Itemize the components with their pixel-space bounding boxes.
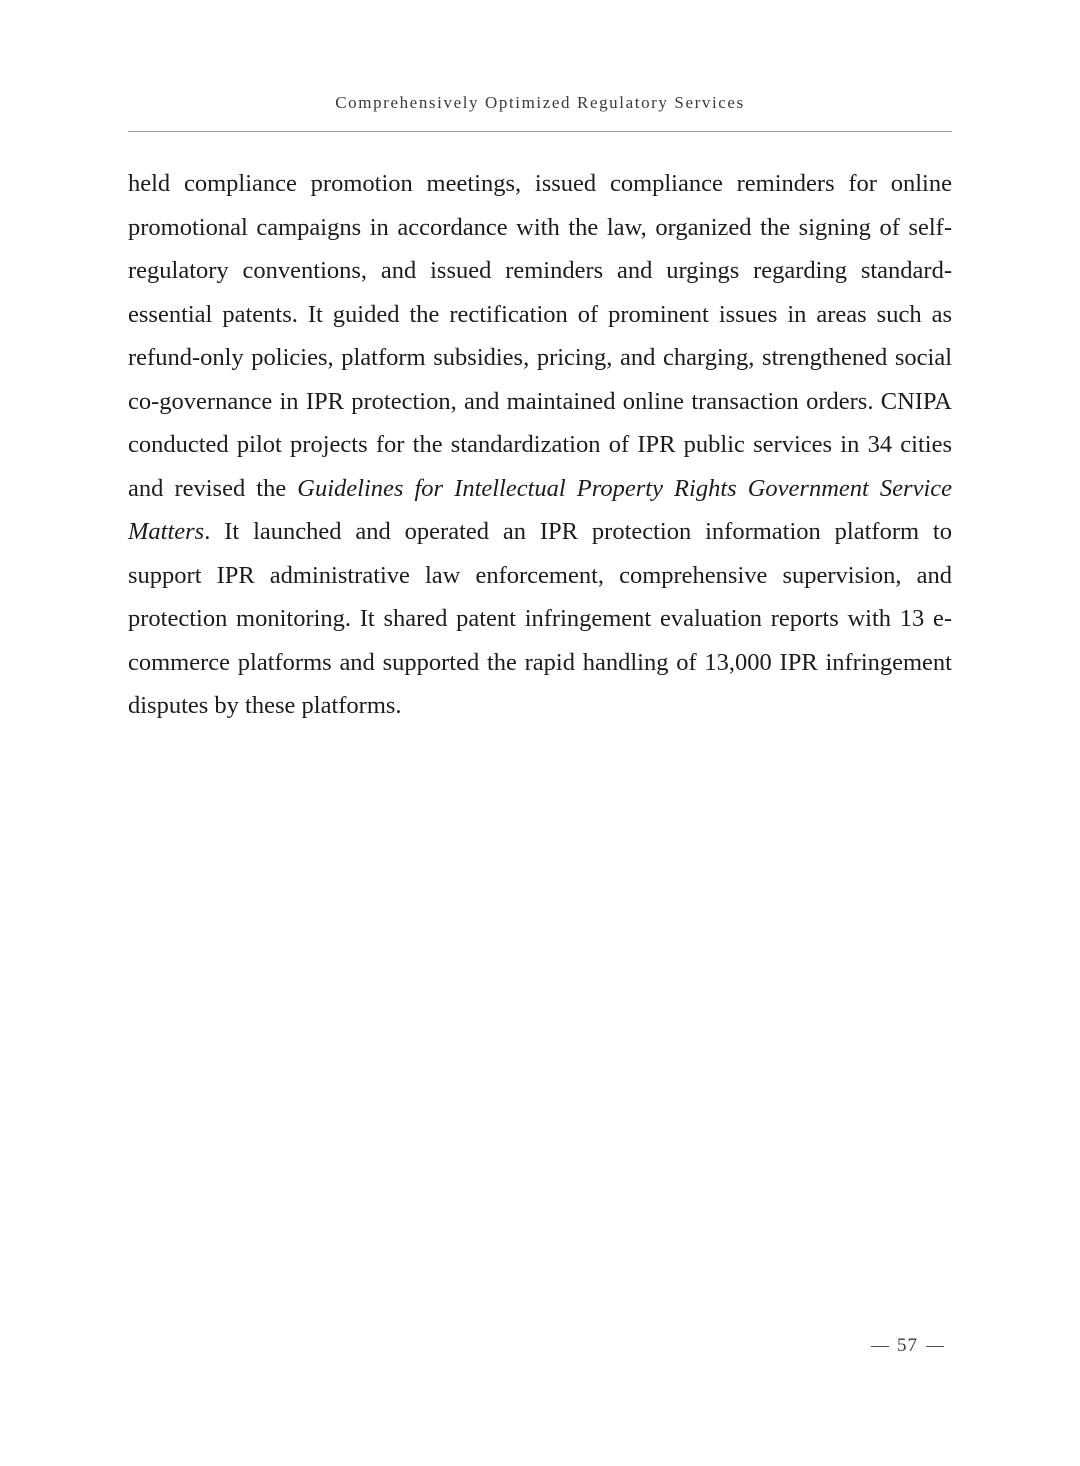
running-header-title: Comprehensively Optimized Regulatory Services bbox=[335, 93, 745, 112]
header-divider bbox=[128, 131, 952, 132]
paragraph-text-part-2: . It launched and operated an IPR protection information platform to support IPR administrative law enforcement, comprehensive supervision, and protection monitoring. It shared patent infringement evaluation reports with 13 e-commerce platforms and supported the rapid handling of 13,000 IPR infringement disputes by these platforms. bbox=[128, 518, 952, 719]
page-number-value: 57 bbox=[897, 1335, 918, 1356]
paragraph-text-part-1: held compliance promotion meetings, issued compliance reminders for online promotional campaigns in accordance with the law, organized the signing of self-regulatory conventions, and issued reminders and urgings regarding standard-essential patents. It guided the rectification of prominent issues in areas such as refund-only policies, platform subsidies, pricing, and charging, strengthened social co-governance in IPR protection, and maintained online transaction orders. CNIPA conducted pilot projects for the standardization of IPR public services in 34 cities and revised the bbox=[128, 170, 952, 502]
guidelines-title: Guidelines for Intellectual Property Rights Government Service Matters bbox=[128, 474, 952, 545]
body-paragraph bbox=[128, 162, 952, 728]
page-number-left-dash bbox=[871, 1346, 889, 1347]
page-number bbox=[863, 1335, 952, 1357]
page-number-right-dash bbox=[926, 1346, 944, 1347]
